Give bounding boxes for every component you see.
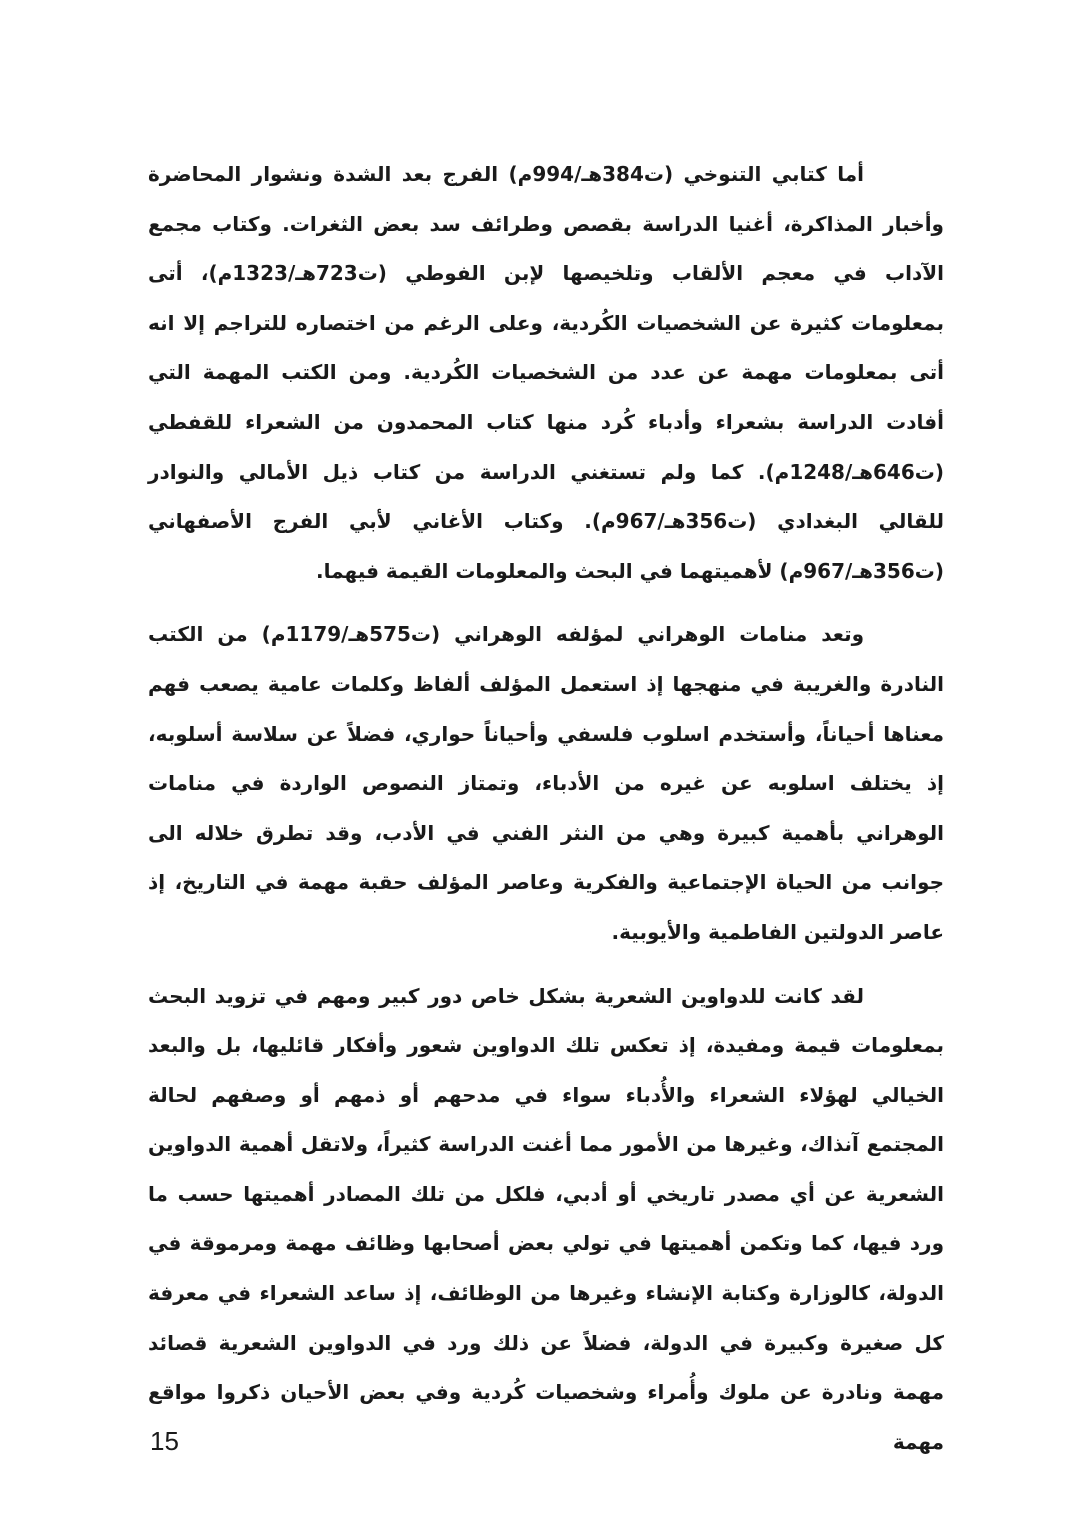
page-number: 15 bbox=[150, 1426, 179, 1456]
paragraph-sources-tanukhi: أما كتابي التنوخي (ت384هـ/994م) الفرج بعد الشدة ونشوار المحاضرة وأخبار المذاكرة، أغنيا الدراسة بقصص وطرائف سد بعض الثغرات. وكتاب مجمع الآداب في معجم الألقاب وتلخيصها لإبن الفوطي (ت723هـ/1323م)، أتى بمعلومات كثيرة عن الشخصيات الكُردية، وعلى الرغم من اختصاره للتراجم إلا انه أتى بمعلومات مهمة عن عدد من الشخصيات الكُردية. ومن الكتب المهمة التي أفادت الدراسة بشعراء وأدباء كُرد منها كتاب المحمدون من الشعراء للقفطي (ت646هـ/1248م). كما ولم تستغني الدراسة من كتاب ذيل الأمالي والنوادر للقالي البغدادي (ت356هـ/967م). وكتاب الأغاني لأبي الفرج الأصفهاني (ت356هـ/967م) لأهميتهما في البحث والمعلومات القيمة فيهما. bbox=[148, 162, 945, 583]
paragraph-poetry-diwans: لقد كانت للدواوين الشعرية بشكل خاص دور كبير ومهم في تزويد البحث بمعلومات قيمة ومفيدة، إذ تعكس تلك الدواوين شعور وأفكار قائليها، بل والبعد الخيالي لهؤلاء الشعراء والأُدباء سواء في مدحهم أو ذمهم أو وصفهم لحالة المجتمع آنذاك، وغيرها من الأمور مما أغنت الدراسة كثيراً، ولاتقل أهمية الدواوين الشعرية عن أي مصدر تاريخي أو أدبي، فلكل من تلك المصادر أهميتها حسب ما ورد فيها، كما وتكمن أهميتها في تولي بعض أصحابها وظائف مهمة ومرموقة في الدولة، كالوزارة وكتابة الإنشاء وغيرها من الوظائف، إذ ساعد الشعراء في معرفة كل صغيرة وكبيرة في الدولة، فضلاً عن ذلك ورد في الدواوين الشعرية قصائد مهمة ونادرة عن ملوك وأُمراء وشخصيات كُردية وفي بعض الأحيان ذكروا مواقع مهمة bbox=[148, 983, 944, 1454]
page-body bbox=[148, 150, 944, 1481]
paragraph-wahrani: وتعد منامات الوهراني لمؤلفه الوهراني (ت575هـ/1179م) من الكتب النادرة والغريبة في منهجها إذ استعمل المؤلف ألفاظ وكلمات عامية يصعب فهم معناها أحياناً، وأستخدم اسلوب فلسفي وأحياناً حواري، فضلاً عن سلاسة أسلوبه، إذ يختلف اسلوبه عن غيره من الأدباء، وتمتاز النصوص الواردة في منامات الوهراني بأهمية كبيرة وهي من النثر الفني في الأدب، وقد تطرق خلاله الى جوانب من الحياة الإجتماعية والفكرية وعاصر المؤلف حقبة مهمة في التاريخ، إذ عاصر الدولتين الفاطمية والأيوبية. bbox=[148, 622, 944, 944]
